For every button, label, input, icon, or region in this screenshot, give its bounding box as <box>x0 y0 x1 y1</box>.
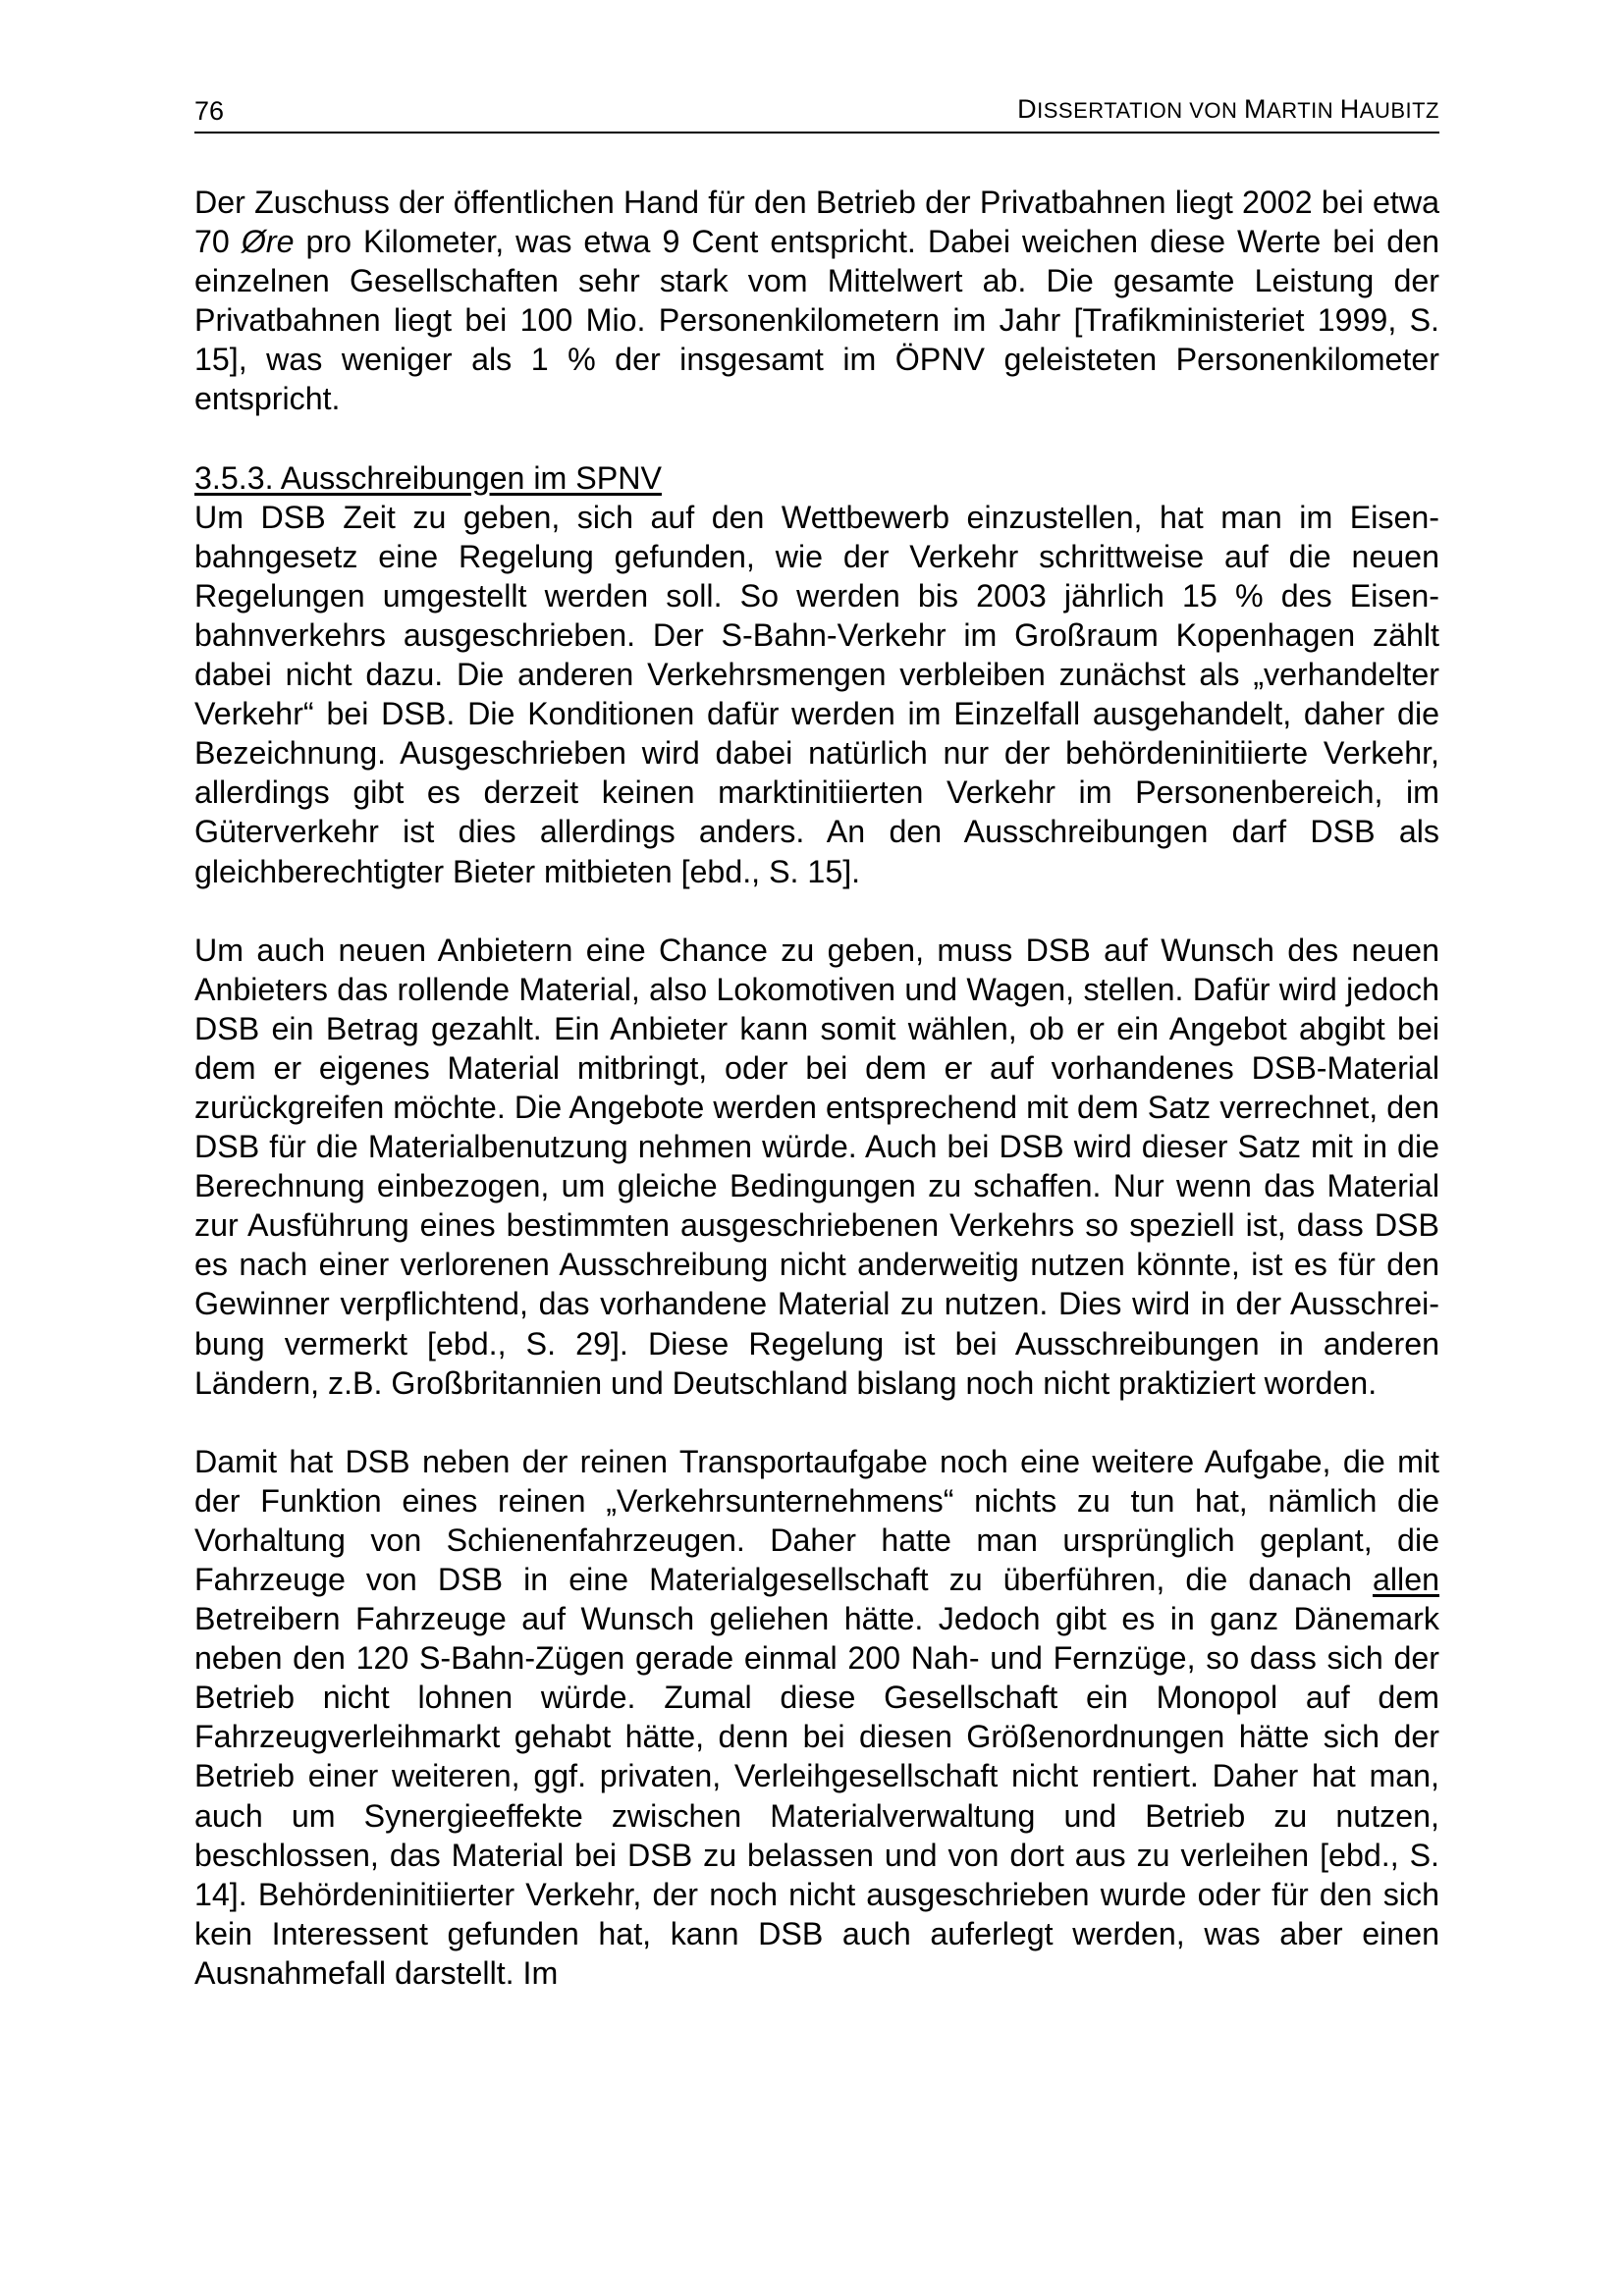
document-page <box>194 94 1439 1993</box>
running-title-cap: M <box>1244 94 1268 124</box>
running-title-text: AUBITZ <box>1359 98 1439 123</box>
paragraph-tendering: Um DSB Zeit zu geben, sich auf den Wettbewerb einzustellen, hat man im Eisenbahngesetz eine Regelung gefunden, wie der Verkehr schrittweise auf die neuen Regelungen umgestellt werden soll. So werden bis 2003 jährlich 15 % des Eisenbahnverkehrs ausgeschrieben. Der S-Bahn-Verkehr im Großraum Kopenhagen zählt dabei nicht dazu. Die anderen Verkehrsmengen verbleiben zunächst als „verhandelter Verkehr“ bei DSB. Die Konditionen dafür werden im Einzelfall ausgehandelt, daher die Bezeichnung. Ausgeschrieben wird dabei natürlich nur der behördeninitiierte Verkehr, allerdings gibt es derzeit keinen marktinitiierten Verkehr im Personenbereich, im Güterverkehr ist dies allerdings anders. An den Ausschreibungen darf DSB als gleichberechtigter Bieter mitbieten [ebd., S. 15]. <box>194 499 1439 889</box>
emphasis-underline: allen <box>1372 1562 1439 1597</box>
paragraph-subsidy <box>194 183 1439 419</box>
running-title-cap: H <box>1339 94 1360 124</box>
paragraph-text: pro Kilometer, was etwa 9 Cent entspricht. Dabei weichen diese Werte bei den einzelnen Gesellschaften sehr stark vom Mittelwert ab. Die gesamte Leistung der Privatbahnen liegt bei 100 Mio. Personenkilometern im Jahr [Trafikministeriet 1999, S. 15], was weniger als 1 % der insgesamt im ÖPNV geleisteten Personenkilometer entspricht. <box>194 224 1440 417</box>
document-body <box>194 183 1439 1993</box>
paragraph-gap <box>194 419 1439 458</box>
paragraph-text: Der Zuschuss der öffentlichen Hand für den Betrieb der Privatbahnen liegt 2002 bei etwa 70 <box>194 185 1439 260</box>
page-header <box>194 94 1439 133</box>
running-title-text: ARTIN <box>1267 98 1340 123</box>
paragraph-text: Betreibern Fahrzeuge auf Wunsch geliehen hätte. Jedoch gibt es in ganz Dänemark neben den 120 S-Bahn-Zügen gerade einmal 200 Nah- und Fernzüge, so dass sich der Betrieb nicht lohnen würde. Zumal diese Gesellschaft ein Monopol auf dem Fahrzeugverleihmarkt gehabt hätte, denn bei diesen Größenordnungen hätte sich der Betrieb einer weiteren, ggf. privaten, Verleihgesellschaft nicht rentiert. Daher hat man, auch um Synergieeffekte zwischen Materialverwaltung und Betrieb zu nutzen, beschlossen, das Material bei DSB zu belassen und von dort aus zu verleihen [ebd., S. 14]. Behördeninitiierter Verkehr, der noch nicht ausgeschrieben wurde oder für den sich kein Interessent gefunden hat, kann DSB auch auferlegt werden, was aber einen Ausnahmefall darstellt. Im <box>194 1601 1439 1991</box>
paragraph-gap <box>194 891 1439 931</box>
currency-term: Øre <box>241 224 295 260</box>
page-number: 76 <box>194 96 225 126</box>
running-title-text: ISSERTATION VON <box>1037 98 1245 123</box>
paragraph-text: Damit hat DSB neben der reinen Transportaufgabe noch eine weitere Aufgabe, die mit der Funktion eines reinen „Verkehrsunternehmens“ nichts zu tun hat, nämlich die Vorhaltung von Schienenfahrzeugen. Daher hatte man ursprünglich geplant, die Fahrzeuge von DSB in eine Materialgesellschaft zu überführen, die danach <box>194 1443 1439 1597</box>
paragraph-material-company <box>194 1442 1439 1993</box>
running-title-cap: D <box>1017 94 1038 124</box>
section-heading: 3.5.3. Ausschreibungen im SPNV <box>194 459 662 496</box>
paragraph-gap <box>194 1403 1439 1442</box>
running-title <box>1017 90 1439 130</box>
paragraph-rolling-stock: Um auch neuen Anbietern eine Chance zu geben, muss DSB auf Wunsch des neuen Anbieters das rollende Material, also Lokomotiven und Wagen, stellen. Dafür wird jedoch DSB ein Betrag gezahlt. Ein Anbieter kann somit wählen, ob er ein Angebot abgibt bei dem er eigenes Material mitbringt, oder bei dem er auf vorhandenes DSB-Material zurückgreifen möchte. Die Angebote werden entsprechend mit dem Satz verrechnet, den DSB für die Materialbenutzung nehmen würde. Auch bei DSB wird dieser Satz mit in die Berechnung einbezogen, um gleiche Bedingungen zu schaffen. Nur wenn das Material zur Ausführung eines bestimmten ausgeschriebenen Verkehrs so speziell ist, dass DSB es nach einer verlorenen Ausschreibung nicht anderweitig nutzen könnte, ist es für den Gewinner verpflichtend, das vorhandene Material zu nutzen. Dies wird in der Ausschreibung vermerkt [ebd., S. 29]. Diese Regelung ist bei Ausschreibungen in anderen Ländern, z.B. Großbritannien und Deutschland bislang noch nicht praktiziert worden. <box>194 932 1439 1401</box>
